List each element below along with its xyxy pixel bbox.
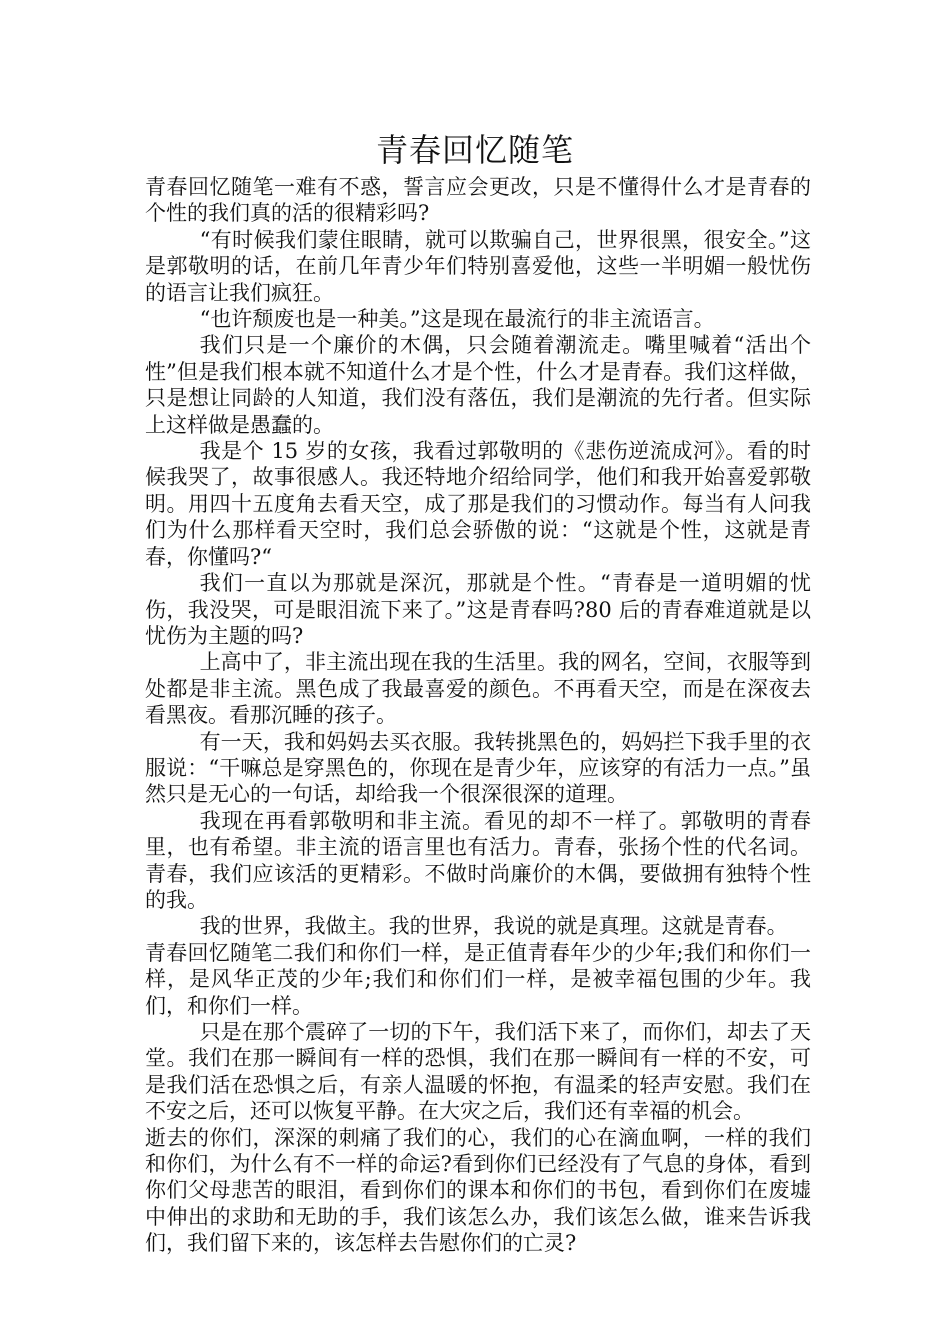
paragraph: 我的世界，我做主。我的世界，我说的就是真理。这就是青春。 — [199, 914, 788, 939]
paragraph: 我们只是一个廉价的木偶，只会随着潮流走。嘴里喊着“活出个性”但是我们根本就不知道什么才是个性，什么才是青春。我们这样做，只是想让同龄的人知道，我们没有落伍，我们是潮流的先行者。但实际上这样做是愚蠢的。 — [145, 333, 811, 437]
paragraph: 上高中了，非主流出现在我的生活里。我的网名，空间，衣服等到处都是非主流。黑色成了我最喜爱的颜色。不再看天空，而是在深夜去看黑夜。看那沉睡的孩子。 — [145, 650, 811, 728]
paragraph: 我现在再看郭敬明和非主流。看见的却不一样了。郭敬明的青春里，也有希望。非主流的语言里也有活力。青春，张扬个性的代名词。青春，我们应该活的更精彩。不做时尚廉价的木偶，要做拥有独特个性的我。 — [145, 808, 811, 912]
paragraph: “也许颓废也是一种美。”这是现在最流行的非主流语言。 — [199, 307, 715, 332]
document-body — [145, 174, 811, 1257]
paragraph: 只是在那个震碎了一切的下午，我们活下来了，而你们，却去了天堂。我们在那一瞬间有一样的恐惧，我们在那一瞬间有一样的不安，可是我们活在恐惧之后，有亲人温暖的怀抱，有温柔的轻声安慰。我们在不安之后，还可以恢复平静。在大灾之后，我们还有幸福的机会。 — [145, 1020, 811, 1124]
paragraph: “有时候我们蒙住眼睛，就可以欺骗自己，世界很黑，很安全。”这是郭敬明的话，在前几年青少年们特别喜爱他，这些一半明媚一般忧伤的语言让我们疯狂。 — [145, 227, 811, 305]
paragraph: 我们一直以为那就是深沉，那就是个性。“青春是一道明媚的忧伤，我没哭，可是眼泪流下来了。”这是青春吗?80 后的青春难道就是以忧伤为主题的吗? — [145, 571, 811, 648]
document-title: 青春回忆随笔 — [375, 131, 574, 169]
paragraph: 逝去的你们，深深的刺痛了我们的心，我们的心在滴血啊，一样的我们和你们，为什么有不一样的命运?看到你们已经没有了气息的身体，看到你们父母悲苦的眼泪，看到你们的课本和你们的书包，看到你们在废墟中伸出的求助和无助的手，我们该怎么办，我们该怎么做，谁来告诉我们，我们留下来的，该怎样去告慰你们的亡灵? — [145, 1125, 811, 1256]
paragraph: 青春回忆随笔一难有不惑，誓言应会更改，只是不懂得什么才是青春的个性的我们真的活的很精彩吗? — [145, 175, 811, 226]
paragraph: 我是个 15 岁的女孩，我看过郭敬明的《悲伤逆流成河》。看的时候我哭了，故事很感人。我还特地介绍给同学，他们和我开始喜爱郭敬明。用四十五度角去看天空，成了那是我们的习惯动作。每当有人问我们为什么那样看天空时，我们总会骄傲的说：“这就是个性，这就是青春，你懂吗?“ — [145, 439, 811, 569]
paragraph: 青春回忆随笔二我们和你们一样，是正值青春年少的少年;我们和你们一样，是风华正茂的少年;我们和你们们一样，是被幸福包围的少年。我们，和你们一样。 — [145, 940, 811, 1018]
paragraph: 有一天，我和妈妈去买衣服。我转挑黑色的，妈妈拦下我手里的衣服说：“干嘛总是穿黑色的，你现在是青少年，应该穿的有活力一点。”虽然只是无心的一句话，却给我一个很深很深的道理。 — [145, 729, 811, 807]
